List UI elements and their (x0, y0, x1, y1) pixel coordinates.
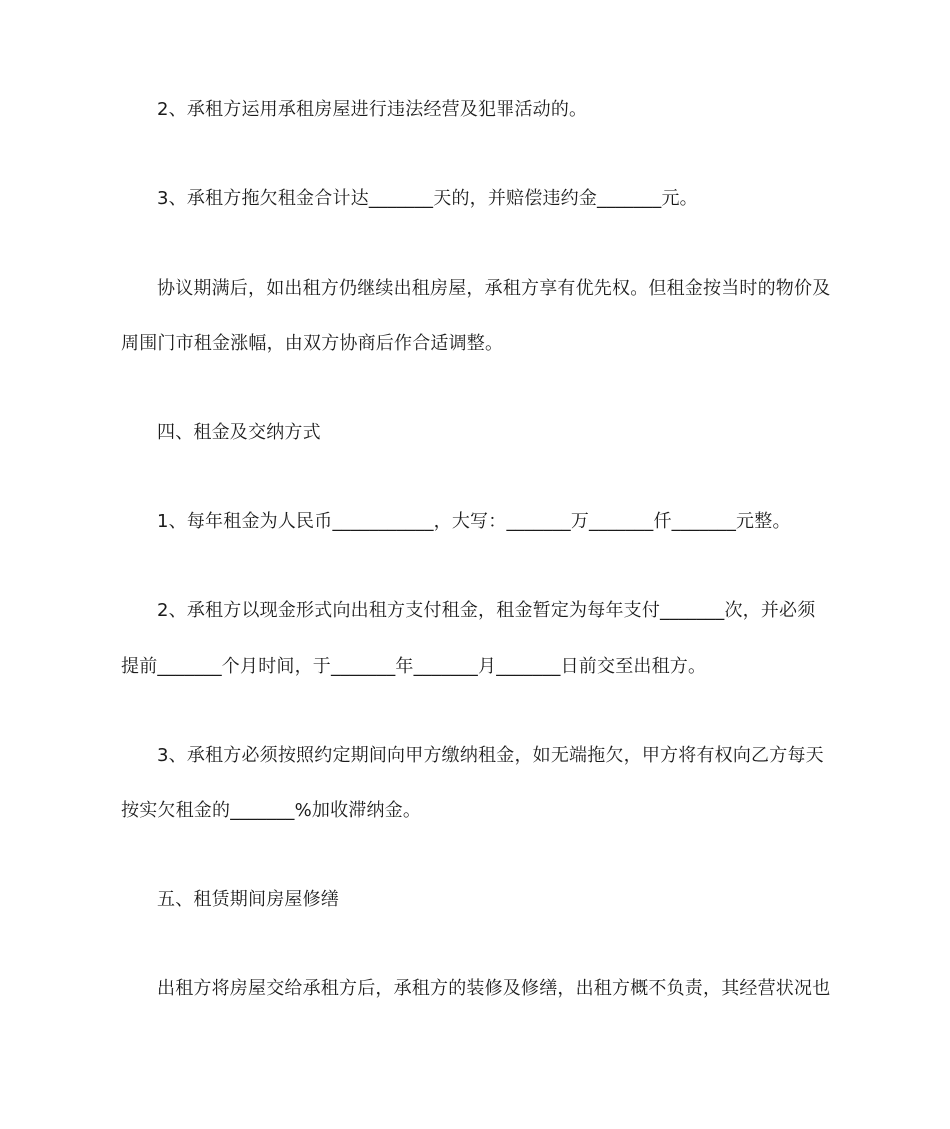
repair-paragraph-line-1: 出租方将房屋交给承租方后，承租方的装修及修缮，出租方概不负责，其经营状况也 (157, 978, 831, 999)
clause-2-illegal-use: 2、承租方运用承租房屋进行违法经营及犯罪活动的。 (157, 99, 588, 120)
clause-3-rent-arrears: 3、承租方拖欠租金合计达_______天的，并赔偿违约金_______元。 (157, 188, 698, 209)
late-fee-clause-line-2: 按实欠租金的_______%加收滞纳金。 (121, 800, 422, 821)
renewal-paragraph-line-2: 周围门市租金涨幅，由双方协商后作合适调整。 (121, 333, 504, 354)
payment-method-clause-line-2: 提前_______个月时间，于_______年_______月_______日前交至出租方。 (121, 656, 707, 677)
late-fee-clause-line-1: 3、承租方必须按照约定期间向甲方缴纳租金，如无端拖欠，甲方将有权向乙方每天 (157, 745, 824, 766)
renewal-paragraph-line-1: 协议期满后，如出租方仍继续出租房屋，承租方享有优先权。但租金按当时的物价及 (157, 278, 831, 299)
section-4-heading: 四、租金及交纳方式 (157, 422, 321, 443)
section-5-heading: 五、租赁期间房屋修缮 (157, 889, 339, 910)
payment-method-clause-line-1: 2、承租方以现金形式向出租方支付租金，租金暂定为每年支付_______次，并必须 (157, 600, 816, 621)
rent-amount-clause: 1、每年租金为人民币___________，大写：_______万_______仟_______元整。 (157, 511, 791, 532)
